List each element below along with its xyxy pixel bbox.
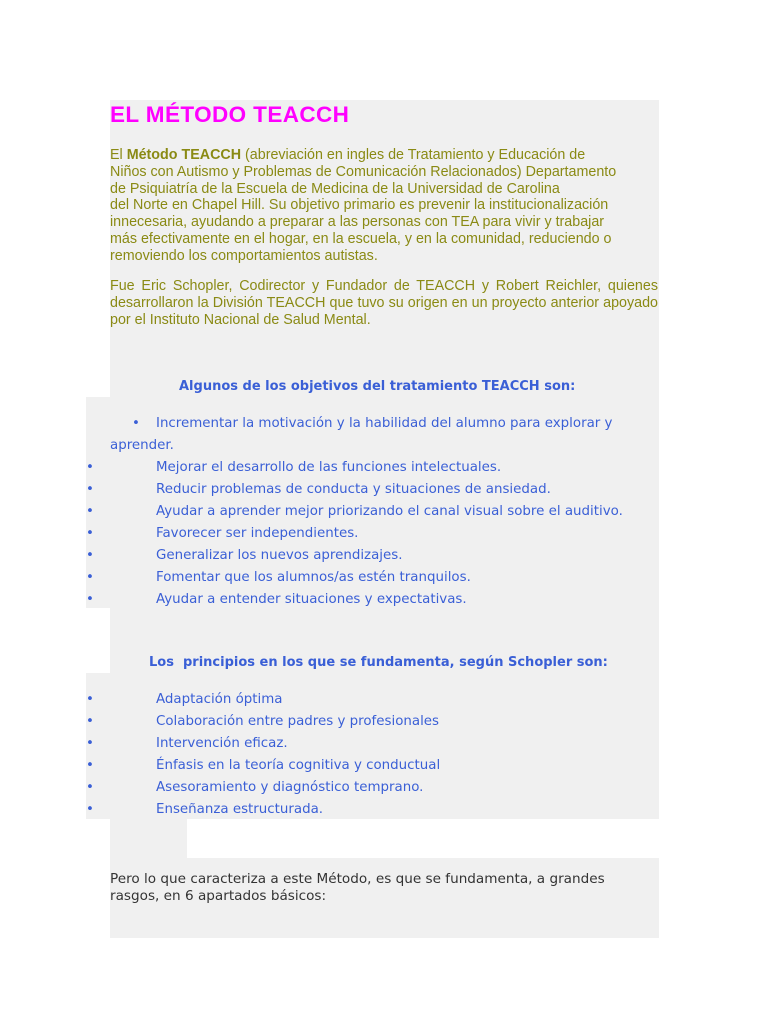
bullet-icon: •	[132, 416, 140, 431]
intro-term: Método TEACCH	[126, 147, 242, 163]
list-item: • Ayudar a aprender mejor priorizando el canal visual sobre el auditivo.	[86, 501, 646, 523]
bullet-icon: •	[86, 504, 94, 519]
list-item: • Mejorar el desarrollo de las funciones intelectuales.	[86, 457, 646, 479]
intro-lead: El	[110, 147, 127, 163]
list-item: • Asesoramiento y diagnóstico temprano.	[86, 777, 646, 799]
list-item: • Fomentar que los alumnos/as estén tranquilos.	[86, 567, 646, 589]
page-title: EL MÉTODO TEACCH	[110, 102, 350, 127]
list-item: • Ayudar a entender situaciones y expectativas.	[86, 589, 646, 611]
intro-line-6: más efectivamente en el hogar, en la escuela, y en la comunidad, reduciendo o	[110, 230, 612, 247]
principles-list	[86, 689, 646, 821]
bullet-icon: •	[86, 548, 94, 563]
list-item: • Favorecer ser independientes.	[86, 523, 646, 545]
intro-line-3: de Psiquiatría de la Escuela de Medicina de la Universidad de Carolina	[110, 180, 560, 197]
objectives-list	[86, 413, 646, 611]
intro-line-5: innecesaria, ayudando a preparar a las personas con TEA para vivir y trabajar	[110, 214, 605, 231]
content-panel-gap	[110, 819, 187, 858]
closing-paragraph: Pero lo que caracteriza a este Método, es que se fundamenta, a grandes rasgos, en 6 apartados básicos:	[110, 871, 605, 904]
list-item: • Intervención eficaz.	[86, 733, 646, 755]
intro-line-7: removiendo los comportamientos autistas.	[110, 247, 378, 264]
bullet-icon: •	[86, 526, 94, 541]
bullet-icon: •	[86, 592, 94, 607]
list-item: • Incrementar la motivación y la habilidad del alumno para explorar y aprender.	[86, 413, 646, 457]
bullet-icon: •	[86, 714, 94, 729]
list-item: • Énfasis en la teoría cognitiva y conductual	[86, 755, 646, 777]
bullet-icon: •	[86, 780, 94, 795]
bullet-icon: •	[86, 692, 94, 707]
bullet-icon: •	[86, 482, 94, 497]
intro-line-2: Niños con Autismo y Problemas de Comunicación Relacionados) Departamento	[110, 163, 617, 180]
list-item: • Colaboración entre padres y profesionales	[86, 711, 646, 733]
principles-heading: Los principios en los que se fundamenta, según Schopler son:	[149, 655, 608, 670]
intro-paragraph	[110, 147, 658, 265]
bullet-icon: •	[86, 802, 94, 817]
founders-paragraph: Fue Eric Schopler, Codirector y Fundador de TEACCH y Robert Reichler, quienes desarrollaron la División TEACCH que tuvo su origen en un proyecto anterior apoyado por el Instituto Nacional de Salud Mental.	[110, 278, 658, 328]
objectives-heading: Algunos de los objetivos del tratamiento TEACCH son:	[179, 379, 576, 394]
list-item: • Generalizar los nuevos aprendizajes.	[86, 545, 646, 567]
bullet-icon: •	[86, 758, 94, 773]
list-item: • Enseñanza estructurada.	[86, 799, 646, 821]
bullet-icon: •	[86, 736, 94, 751]
intro-line-4: del Norte en Chapel Hill. Su objetivo primario es prevenir la institucionalización	[110, 197, 609, 214]
list-item: • Adaptación óptima	[86, 689, 646, 711]
bullet-icon: •	[86, 460, 94, 475]
list-item: • Reducir problemas de conducta y situaciones de ansiedad.	[86, 479, 646, 501]
intro-line-1: (abreviación en ingles de Tratamiento y Educación de	[241, 147, 586, 163]
bullet-icon: •	[86, 570, 94, 585]
